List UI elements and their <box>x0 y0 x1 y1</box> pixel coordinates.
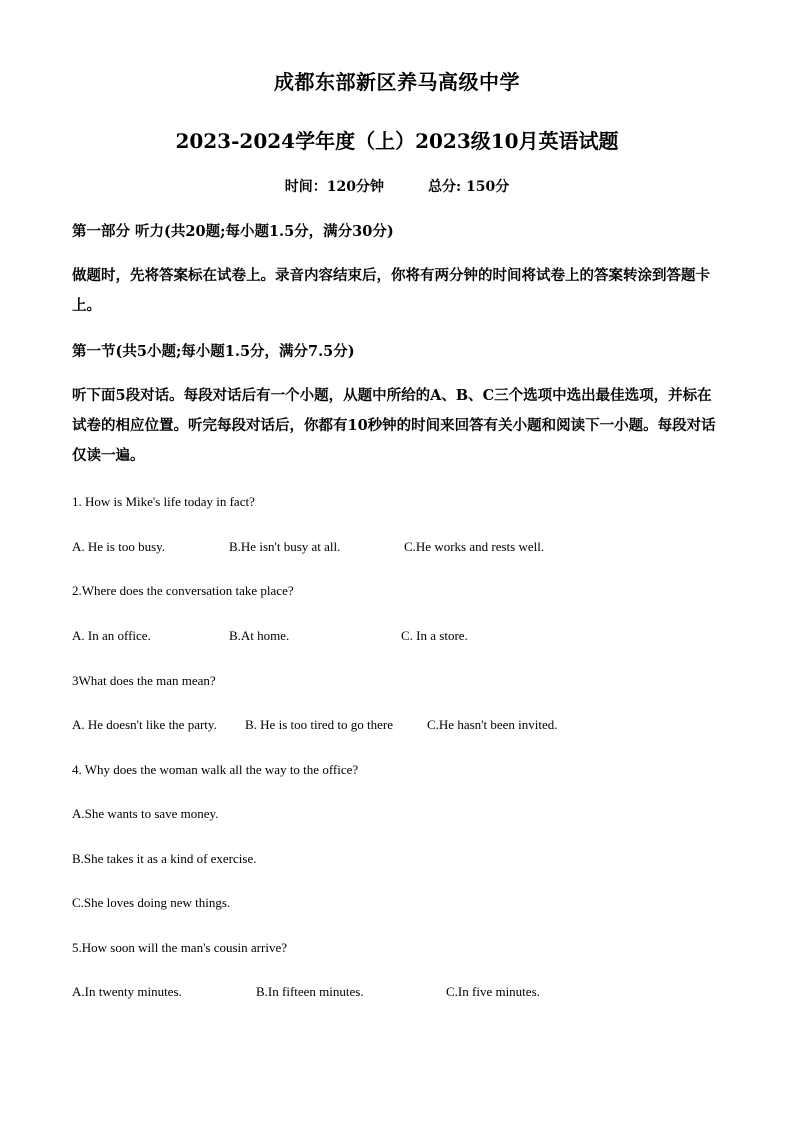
question-1-option-c: C.He works and rests well. <box>404 539 545 554</box>
question-4-stem: 4. Why does the woman walk all the way to the office? <box>72 762 359 777</box>
part1-instruction: 做题时，先将答案标在试卷上。录音内容结束后，你将有两分钟的时间将试卷上的答案转涂到答题卡上。 <box>72 267 710 314</box>
question-5-stem: 5.How soon will the man's cousin arrive? <box>72 940 287 955</box>
exam-title: 2023-2024学年度（上）2023级10月英语试题 <box>175 129 619 153</box>
question-1-option-a: A. He is too busy. <box>72 539 166 554</box>
question-2-option-b: B.At home. <box>229 628 290 643</box>
exam-time: 时间：120分钟 <box>284 179 384 195</box>
question-3-option-b: B. He is too tired to go there <box>245 717 394 732</box>
section1-heading: 第一节(共5小题;每小题1.5分，满分7.5分) <box>72 343 355 360</box>
question-5-option-c: C.In five minutes. <box>446 984 540 999</box>
question-1-stem: 1. How is Mike's life today in fact? <box>72 494 255 509</box>
school-name: 成都东部新区养马高级中学 <box>274 70 520 94</box>
question-3-option-c: C.He hasn't been invited. <box>427 717 558 732</box>
section1-instruction: 听下面5段对话。每段对话后有一个小题，从题中所给的A、B、C三个选项中选出最佳选项，并标在试卷的相应位置。听完每段对话后，你都有10秒钟的时间来回答有关小题和阅读下一小题。每段对话仅读一遍。 <box>72 387 716 464</box>
question-3-stem: 3What does the man mean? <box>72 673 216 688</box>
question-3-option-a: A. He doesn't like the party. <box>72 717 217 732</box>
question-5-option-b: B.In fifteen minutes. <box>256 984 364 999</box>
question-4-option-c: C.She loves doing new things. <box>72 895 231 910</box>
question-5-option-a: A.In twenty minutes. <box>72 984 182 999</box>
exam-total-score: 总分: 150分 <box>427 179 510 195</box>
question-4-option-b: B.She takes it as a kind of exercise. <box>72 851 257 866</box>
question-4-option-a: A.She wants to save money. <box>72 806 219 821</box>
question-2-stem: 2.Where does the conversation take place? <box>72 583 294 598</box>
question-2-option-c: C. In a store. <box>401 628 468 643</box>
question-1-option-b: B.He isn't busy at all. <box>229 539 341 554</box>
part1-heading: 第一部分 听力(共20题;每小题1.5分，满分30分) <box>72 223 394 240</box>
exam-time-and-score <box>0 176 794 196</box>
question-2-option-a: A. In an office. <box>72 628 151 643</box>
